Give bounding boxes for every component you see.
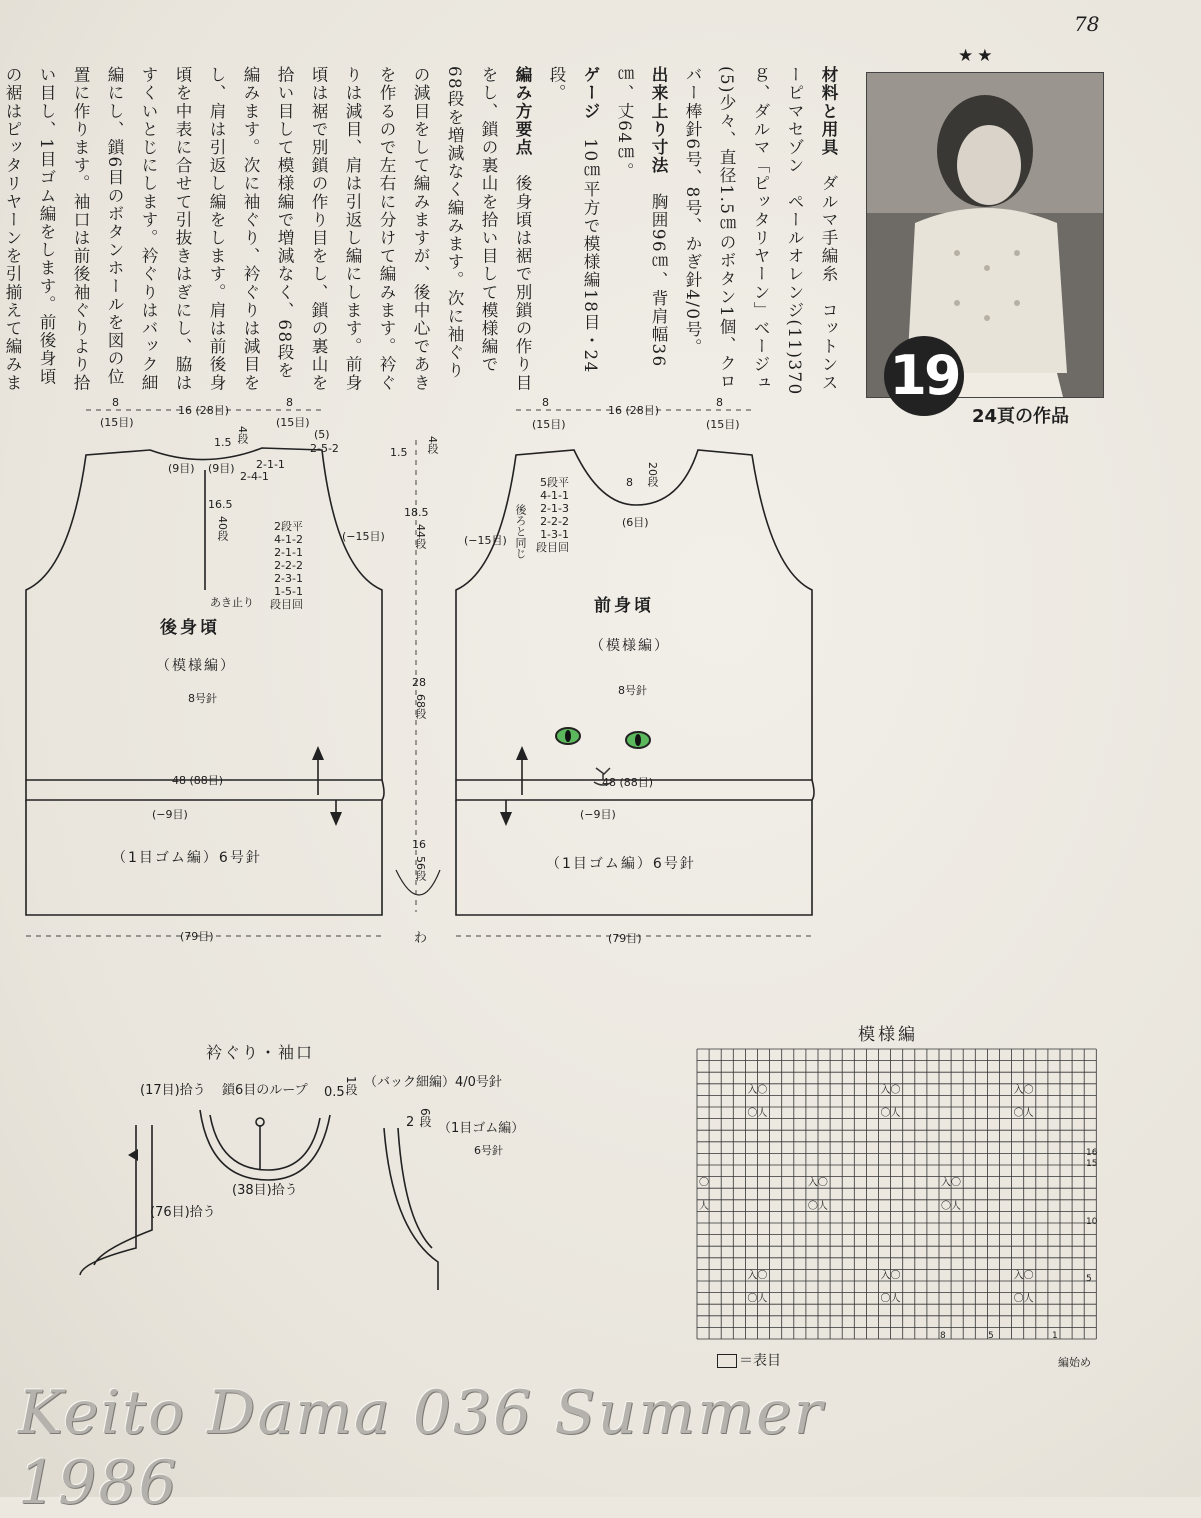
back-opening-stop: あき止り [210, 596, 254, 609]
back-bottom-sts: (79目) [180, 930, 214, 943]
edging-depth-2: 2 [406, 1115, 415, 1130]
chart-start-label: 編始め [1058, 1356, 1091, 1369]
stitch-symbol: 入〇 [807, 1177, 828, 1189]
chart-row-16: 16 [1086, 1148, 1098, 1158]
back-neck-depth: 1.5 [214, 436, 232, 449]
back-width: 48 (88目) [172, 774, 224, 787]
knit-stitch-icon [717, 1354, 737, 1368]
front-neck-center: (6目) [622, 516, 649, 529]
armhole-rows: 44段 [414, 524, 427, 549]
legend-label: ＝表目 [739, 1353, 781, 1369]
front-top-left-cm: 8 [542, 396, 549, 409]
back-title: 後身頃 [160, 618, 220, 638]
back-neck-rows: 4段 [236, 426, 249, 444]
back-top-left-cm: 8 [112, 396, 119, 409]
edging-rib-needle: 6号針 [474, 1144, 503, 1157]
stitch-symbol: 〇人 [747, 1108, 768, 1119]
back-shoulder-sts: (5) [314, 428, 330, 441]
work-number-badge: 19 [884, 336, 964, 416]
back-opening-length: 16.5 [208, 498, 233, 511]
back-center-sts-a: (9目) [168, 462, 195, 475]
top-rows: 4段 [426, 436, 439, 454]
stitch-symbol: 入〇 [941, 1177, 961, 1189]
chart-col-5: 5 [988, 1331, 994, 1341]
stitch-symbol: 入〇 [747, 1270, 768, 1282]
body-depth: 28 [412, 676, 426, 689]
top-depth: 1.5 [390, 446, 408, 459]
front-decrease: (−9目) [580, 808, 616, 821]
back-top-right-sts: (15目) [276, 416, 310, 429]
cat-face-drawing [548, 718, 658, 788]
chart-row-15: 15 [1086, 1159, 1098, 1169]
stitch-symbol: 入〇 [1013, 1084, 1034, 1096]
chart-col-1: 1 [1052, 1331, 1058, 1341]
edging-pickup-38: (38目)拾う [232, 1183, 298, 1198]
stitch-symbol: 入〇 [747, 1084, 768, 1096]
stitch-symbol: 入〇 [880, 1270, 901, 1282]
back-center-sts-b: (9目) [208, 462, 235, 475]
materials-body: ダルマ手編糸 コットンスーピマセゾン ペールオレンジ(11)370ｇ、ダルマ「ピッタリヤーン」ベージュ(5)少々、直径1.5㎝のボタン1個、クロバー棒針6号、8号、かぎ針4/0号。 [683, 66, 838, 396]
method-body: 後身頃は裾で別鎖の作り目をし、鎖の裏山を拾い目して模様編で68段を増減なく編みます。次に袖ぐりの減目をして編みますが、後中心であきを作るので左右に分けて編みます。衿ぐりは減目、肩は引返し編にします。前身頃は裾で別鎖の作り目をし、鎖の裏山を拾い目して模様編で増減なく、68段を編みます。次に袖ぐり、衿ぐりは減目をし、肩は引返し編をします。肩は前後身頃を中表に合せて引抜きはぎにし、脇はすくいとじにします。衿ぐりはバック細編にし、鎖6目のボタンホールを図の位置に作ります。袖口は前後袖ぐりより拾い目し、1目ゴム編をします。前後身頃の裾はピッタリヤーンを引揃えて編みま [3, 66, 532, 392]
front-top-right-sts: (15目) [706, 418, 740, 431]
chart-col-8: 8 [940, 1331, 946, 1341]
front-armhole-note: 後ろと同じ [514, 504, 527, 559]
front-pattern: （模様編） [590, 638, 670, 654]
front-neck-seq: 5段平 4-1-1 2-1-3 2-2-2 1-3-1 段目回 [536, 476, 569, 554]
front-top-center: 16 (28目) [608, 404, 660, 417]
rib-depth: 16 [412, 838, 426, 851]
edging-rows-1: 1段 [344, 1076, 358, 1096]
stitch-symbol: 〇人 [1013, 1108, 1034, 1119]
back-shoulder-seq: 2-5-2 [310, 442, 339, 455]
stitch-symbol: 〇人 [807, 1200, 828, 1212]
back-top-right-cm: 8 [286, 396, 293, 409]
stitch-symbol: 〇人 [941, 1200, 961, 1212]
edging-pickup-17: (17目)拾う [140, 1083, 206, 1098]
back-top-center: 16 (28目) [178, 404, 230, 417]
front-armhole-sts: (−15目) [464, 534, 507, 547]
front-rib: （1目ゴム編）6号針 [546, 856, 696, 872]
stitch-symbol: 〇 [699, 1177, 709, 1189]
back-pattern: （模様編） [156, 658, 236, 674]
size-body: 胸囲96㎝、背肩幅36㎝、丈64㎝。 [615, 66, 668, 368]
edging-back-crochet: （バック細編）4/0号針 [364, 1075, 502, 1090]
edging-pickup-76: (76目)拾う [150, 1205, 216, 1220]
body-rows: 68段 [414, 694, 427, 719]
gauge-body: 10㎝平方で模様編18目・24段。 [547, 66, 600, 374]
work-page-reference: 24頁の作品 [972, 406, 1070, 427]
watermark: Keito Dama 036 Summer 1986 [18, 1378, 825, 1518]
stitch-symbol: 〇人 [747, 1293, 768, 1305]
size-heading: 出来上り寸法 [649, 66, 668, 175]
back-neck-seq-b: 2-4-1 [240, 470, 269, 483]
edging-rows-6: 6段 [418, 1108, 432, 1128]
back-top-left-sts: (15目) [100, 416, 134, 429]
edging-rib: （1目ゴム編） [438, 1121, 525, 1136]
edging-depth-05: 0.5 [324, 1085, 345, 1100]
stitch-symbol: 入〇 [1013, 1270, 1034, 1282]
edging-title: 衿ぐり・袖口 [206, 1043, 315, 1062]
method-heading: 編み方要点 [513, 66, 532, 157]
back-opening-rows: 40段 [216, 516, 229, 541]
armhole-depth: 18.5 [404, 506, 429, 519]
front-bottom-sts: (79目) [608, 932, 642, 945]
chart-title: 模様編 [858, 1025, 918, 1045]
stitch-symbol: 〇人 [1013, 1293, 1034, 1305]
back-rib: （1目ゴム編）6号針 [112, 850, 262, 866]
rib-rows: 56段 [414, 856, 427, 881]
edging-loop: 鎖6目のループ [222, 1083, 308, 1098]
back-armhole-sts: (−15目) [342, 530, 385, 543]
stitch-symbol: 〇人 [880, 1293, 901, 1305]
back-needle: 8号針 [188, 692, 217, 705]
loop-mark: わ [414, 931, 428, 946]
front-neck-depth: 8 [626, 476, 633, 489]
knitting-chart-grid [697, 1049, 1103, 1349]
back-decrease: (−9目) [152, 808, 188, 821]
back-neck-seq-a: 2-1-1 [256, 458, 285, 471]
front-top-left-sts: (15目) [532, 418, 566, 431]
gauge-heading: ゲージ [581, 66, 600, 121]
back-armhole-seq: 2段平 4-1-2 2-1-1 2-2-2 2-3-1 1-5-1 段目回 [270, 520, 303, 611]
front-width: 48 (88目) [602, 776, 654, 789]
front-title: 前身頃 [594, 596, 654, 616]
front-top-right-cm: 8 [716, 396, 723, 409]
difficulty-rating: ★★ [958, 46, 997, 66]
chart-legend [717, 1350, 781, 1370]
chart-row-5: 5 [1086, 1274, 1092, 1284]
stitch-symbol: 〇人 [880, 1108, 901, 1119]
page-number: 78 [1074, 12, 1100, 36]
materials-heading: 材料と用具 [819, 66, 838, 157]
chart-row-10: 10 [1086, 1217, 1098, 1227]
front-needle: 8号針 [618, 684, 647, 697]
front-neck-rows: 20段 [646, 462, 659, 487]
stitch-symbol: 人 [699, 1200, 709, 1212]
instructions-text [3, 66, 845, 396]
stitch-symbol: 入〇 [880, 1084, 901, 1096]
